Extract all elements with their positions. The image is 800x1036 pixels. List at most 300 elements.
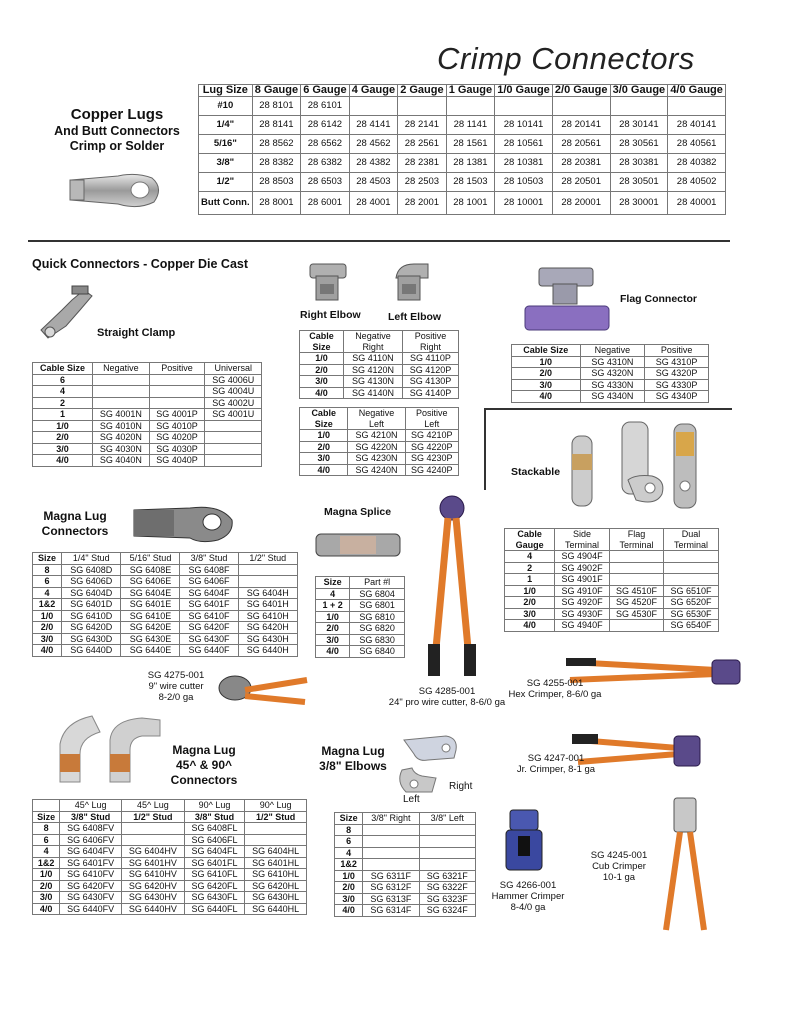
table-cell: SG 6408D [62,564,121,576]
table-cell [149,374,205,386]
hex-crimper-desc: Hex Crimper, 8-6/0 ga [508,689,602,700]
flag-connector-table [511,344,709,403]
table-cell: SG 4530F [609,608,663,620]
straight-clamp-label: Straight Clamp [97,327,176,339]
table-row [33,823,307,835]
table-cell: SG 4040P [149,455,205,467]
table-header-cell: Size [335,813,363,825]
magna-lug-heading-line: Magna Lug [43,509,107,523]
table-header-row [33,363,262,375]
table-header-cell: 4/0 Gauge [668,85,726,97]
hex-crimper-part: SG 4255-001 [526,678,584,689]
table-cell: SG 6820 [350,623,405,635]
cub-crimper-range: 10-1 ga [602,872,636,883]
table-header-cell: Size [316,577,350,589]
cub-crimper-photo [656,796,716,936]
table-cell: 4/0 [300,464,348,476]
table-cell: 3/8" [199,154,253,173]
table-header-row [335,813,476,825]
table-row [335,836,476,848]
table-cell: SG 4020P [149,432,205,444]
table-cell: 4 [335,847,363,859]
table-cell: SG 4520F [609,597,663,609]
stackable-terminals-photo [566,420,706,512]
table-cell: SG 6406FV [60,834,122,846]
table-cell: 6 [33,834,60,846]
table-header-cell: Side Terminal [555,529,610,551]
right-elbow-table [299,330,459,399]
table-cell: SG 4210N [348,430,405,442]
magna-4590-heading-line: 45^ & 90^ [175,758,233,772]
table-cell: 2 [33,397,93,409]
table-cell: 2/0 [300,364,344,376]
table-header-cell: Size [33,553,62,565]
table-cell: 1/4" [199,116,253,135]
table-header-cell: Cable Gauge [505,529,555,551]
table-header-cell: 1/2" Stud [121,811,184,823]
table-cell: SG 6440FV [60,903,122,915]
table-cell [609,574,663,586]
table-cell: SG 6404FL [184,846,244,858]
table-cell: SG 6401HV [121,857,184,869]
table-row [199,154,726,173]
table-cell [398,97,447,116]
hammer-crimper-desc: Hammer Crimper [491,891,565,902]
table-cell: 28 4562 [349,135,398,154]
table-cell [668,97,726,116]
table-cell: 4 [33,587,62,599]
table-cell: 1/0 [512,356,581,368]
table-cell: SG 6430D [62,633,121,645]
elbow-left-label: Left [403,794,420,805]
table-cell [664,551,719,563]
table-row [33,432,262,444]
table-header-row [512,345,709,357]
table-header-cell: 90^ Lug [184,800,244,812]
table-header-cell: Universal [205,363,262,375]
table-row [335,859,476,871]
table-cell [664,562,719,574]
table-row [300,453,459,465]
wire-cutter-desc: 9" wire cutter [148,681,204,692]
table-cell: SG 6401HL [245,857,307,869]
table-cell: 4 [33,386,93,398]
table-cell: 2/0 [505,597,555,609]
hammer-crimper-photo [502,806,548,876]
table-cell [121,834,184,846]
table-cell: SG 6440E [121,645,180,657]
table-cell: SG 6440H [238,645,297,657]
copper-lug-photo [66,168,166,213]
table-cell: 28 10561 [495,135,553,154]
table-cell: 1/2" [199,173,253,192]
table-row [505,620,719,632]
table-cell: 8 [33,564,62,576]
wire-cutter-range: 8-2/0 ga [158,692,194,703]
table-header-cell: 45^ Lug [60,800,122,812]
table-cell: SG 6401H [238,599,297,611]
table-cell [363,847,419,859]
magna-lug-heading-line: Connectors [41,524,109,538]
table-header-cell: 4 Gauge [349,85,398,97]
table-header-cell: 1/2" Stud [238,553,297,565]
wire-cutter-part: SG 4275-001 [147,670,205,681]
table-cell: SG 6430HV [121,892,184,904]
table-header-cell: 5/16" Stud [121,553,180,565]
table-cell: SG 4220P [405,441,458,453]
table-cell: SG 4340N [580,391,645,403]
pro-wire-cutter-photo [418,494,492,684]
table-cell: SG 6420D [62,622,121,634]
straight-clamp-photo [36,280,96,342]
table-header-cell: 1 Gauge [446,85,495,97]
table-header-cell: Positive Right [402,331,458,353]
table-row [512,379,709,391]
table-cell: SG 6410FV [60,869,122,881]
flag-connector-photo [521,264,613,334]
table-cell: SG 6408FV [60,823,122,835]
table-cell: SG 6313F [363,893,419,905]
table-header-cell: Positive [645,345,709,357]
copper-lug-table [198,84,726,215]
table-cell: SG 6420E [121,622,180,634]
hammer-crimper-range: 8-4/0 ga [510,902,546,913]
table-cell: 28 6101 [301,97,350,116]
table-cell: SG 6404HV [121,846,184,858]
table-row [300,353,459,365]
table-header-cell: Positive Left [405,408,458,430]
table-cell: SG 4240N [348,464,405,476]
table-header-row [316,577,405,589]
table-cell: 28 8503 [252,173,301,192]
table-header-cell: 3/8" Stud [180,553,238,565]
table-cell: 28 20381 [552,154,610,173]
table-cell: SG 6324F [419,905,475,917]
table-row [300,376,459,388]
table-cell: 28 4503 [349,173,398,192]
table-cell: 3/0 [300,453,348,465]
table-cell: SG 6410E [121,610,180,622]
table-cell [93,397,149,409]
table-cell: SG 4310N [580,356,645,368]
magna-lug-heading [35,509,115,539]
table-cell: SG 4330P [645,379,709,391]
table-cell [205,443,262,455]
hammer-crimper-part: SG 4266-001 [499,880,557,891]
table-cell: 28 2141 [398,116,447,135]
table-cell: SG 6401FV [60,857,122,869]
table-cell: SG 6312F [363,882,419,894]
table-cell: 28 40382 [668,154,726,173]
table-row [33,633,298,645]
table-cell: SG 4340P [645,391,709,403]
table-header-cell: Cable Size [300,408,348,430]
table-cell: SG 6404H [238,587,297,599]
table-cell: SG 4210P [405,430,458,442]
jr-crimper-caption [506,753,606,775]
table-cell: SG 6410D [62,610,121,622]
table-cell: SG 6520F [664,597,719,609]
magna-splice-photo [314,530,404,560]
table-cell: SG 4002U [205,397,262,409]
table-cell: 28 6503 [301,173,350,192]
table-cell [245,834,307,846]
table-row [316,600,405,612]
table-row [199,116,726,135]
table-cell: 8 [335,824,363,836]
table-row [33,846,307,858]
table-cell [363,824,419,836]
table-row [335,893,476,905]
table-header-cell: Dual Terminal [664,529,719,551]
table-cell: SG 4930F [555,608,610,620]
table-cell: SG 4910F [555,585,610,597]
table-cell: 3/0 [505,608,555,620]
copper-heading [42,106,192,154]
table-cell: 28 30001 [610,192,668,215]
table-cell: 28 8101 [252,97,301,116]
table-cell: SG 4220N [348,441,405,453]
table-header-cell: Negative Left [348,408,405,430]
table-row [316,611,405,623]
table-row [33,903,307,915]
table-cell [349,97,398,116]
table-cell: 3/0 [335,893,363,905]
table-cell: SG 6420HV [121,880,184,892]
table-cell [610,97,668,116]
left-elbow-table [299,407,459,476]
table-cell: 28 10001 [495,192,553,215]
table-cell: SG 6404F [180,587,238,599]
section-divider [28,240,730,242]
table-header-cell: 3/8" Stud [184,811,244,823]
table-cell: 28 2001 [398,192,447,215]
table-header-cell: Cable Size [300,331,344,353]
table-cell: 2/0 [33,880,60,892]
table-cell: 1&2 [33,857,60,869]
table-cell [121,823,184,835]
table-cell: SG 6408FL [184,823,244,835]
table-row [33,443,262,455]
table-cell: SG 6406FL [184,834,244,846]
table-cell: 1 + 2 [316,600,350,612]
table-header-cell: 1/0 Gauge [495,85,553,97]
magna-4590-heading [164,743,244,788]
table-cell: SG 6430H [238,633,297,645]
table-cell: 4/0 [505,620,555,632]
table-cell [238,564,297,576]
table-cell: 6 [335,836,363,848]
table-cell: SG 6420HL [245,880,307,892]
table-header-cell: Negative [93,363,149,375]
table-row [33,880,307,892]
table-row [300,441,459,453]
table-cell: 28 6142 [301,116,350,135]
stackable-table [504,528,719,632]
magna-splice-table [315,576,405,658]
table-row [33,645,298,657]
table-cell [609,551,663,563]
right-elbow-label: Right Elbow [300,309,361,321]
table-cell: 4/0 [300,387,344,399]
table-cell: SG 6410H [238,610,297,622]
table-header-cell: 6 Gauge [301,85,350,97]
table-row [33,576,298,588]
table-cell: SG 6830 [350,634,405,646]
table-cell: 3/0 [33,892,60,904]
table-cell: 28 20561 [552,135,610,154]
table-row [512,356,709,368]
table-row [512,368,709,380]
table-cell: SG 4001U [205,409,262,421]
table-cell: SG 4940F [555,620,610,632]
table-cell [419,859,475,871]
table-cell: SG 6530F [664,608,719,620]
table-header-cell: Flag Terminal [609,529,663,551]
table-cell: SG 4030N [93,443,149,455]
table-cell: SG 4902F [555,562,610,574]
table-cell: 28 10141 [495,116,553,135]
table-cell: 28 6382 [301,154,350,173]
table-cell: 28 6001 [301,192,350,215]
stackable-divider [484,408,486,490]
magna-4590-heading-line: Connectors [170,773,238,787]
table-cell: SG 4001P [149,409,205,421]
table-cell: 28 10381 [495,154,553,173]
table-header-cell: 45^ Lug [121,800,184,812]
table-cell [552,97,610,116]
table-cell: 28 2561 [398,135,447,154]
jr-crimper-part: SG 4247-001 [527,753,585,764]
table-row [33,409,262,421]
table-cell: 1/0 [33,420,93,432]
table-cell: 28 6562 [301,135,350,154]
table-cell: SG 4230P [405,453,458,465]
table-cell: 28 40141 [668,116,726,135]
table-cell: 28 4141 [349,116,398,135]
table-cell: SG 4040N [93,455,149,467]
table-cell: 3/0 [300,376,344,388]
table-cell: SG 6406E [121,576,180,588]
table-cell: 28 1561 [446,135,495,154]
table-row [33,892,307,904]
table-cell [419,836,475,848]
table-cell: 1/0 [300,430,348,442]
flag-connector-label: Flag Connector [620,293,698,305]
table-header-cell: 3/8" Stud [60,811,122,823]
table-header-cell: Part #l [350,577,405,589]
table-cell: SG 4030P [149,443,205,455]
table-cell: SG 6430FV [60,892,122,904]
table-row [33,564,298,576]
table-cell: 3/0 [512,379,581,391]
table-cell [419,824,475,836]
table-cell: 28 20501 [552,173,610,192]
table-cell: Butt Conn. [199,192,253,215]
cub-crimper-caption [586,850,652,883]
table-row [33,869,307,881]
table-row [300,464,459,476]
table-cell: 6 [33,374,93,386]
table-cell: 28 30501 [610,173,668,192]
table-cell: SG 6810 [350,611,405,623]
table-cell: SG 4240P [405,464,458,476]
table-cell: SG 6406F [180,576,238,588]
table-cell: SG 4010N [93,420,149,432]
table-cell: SG 4130P [402,376,458,388]
table-cell: SG 6410HL [245,869,307,881]
magna-lug-table [32,552,298,657]
table-cell: 4/0 [335,905,363,917]
right-elbow-photo [304,258,354,304]
magna-elbows-heading-line: 3/8" Elbows [319,759,387,773]
table-cell: SG 6323F [419,893,475,905]
table-cell: 4/0 [33,903,60,915]
table-cell: 28 40561 [668,135,726,154]
table-row [33,420,262,432]
table-cell: SG 4110P [402,353,458,365]
table-cell: 1 [505,574,555,586]
table-cell: SG 6322F [419,882,475,894]
table-cell: 1&2 [335,859,363,871]
magna-elbows-heading [313,744,393,774]
table-cell: SG 6401FL [184,857,244,869]
table-cell: SG 4310P [645,356,709,368]
table-cell: 1/0 [300,353,344,365]
table-cell: 28 8141 [252,116,301,135]
table-cell: SG 6440HV [121,903,184,915]
table-cell [664,574,719,586]
table-cell [149,386,205,398]
copper-heading-line: Copper Lugs [70,106,164,123]
table-cell: 28 20001 [552,192,610,215]
table-header-cell: 1/2" Stud [245,811,307,823]
table-header-row [33,811,307,823]
table-cell: 1/0 [33,610,62,622]
table-cell: SG 4230N [348,453,405,465]
table-row [505,608,719,620]
table-cell: SG 6801 [350,600,405,612]
table-cell: 28 10503 [495,173,553,192]
magna-4590-table [32,799,307,915]
table-header-row [33,553,298,565]
magna-elbows-heading-line: Magna Lug [321,744,385,758]
table-row [33,374,262,386]
table-header-cell: 3/8" Left [419,813,475,825]
table-cell [238,576,297,588]
pro-wire-cutter-part: SG 4285-001 [418,686,476,697]
table-cell: SG 4120N [343,364,402,376]
table-cell: SG 6410F [180,610,238,622]
table-row [335,824,476,836]
hex-crimper-caption [500,678,610,700]
table-cell: 4/0 [33,455,93,467]
magna-elbows-table [334,812,476,917]
left-elbow-label: Left Elbow [388,311,442,323]
table-cell: SG 6420F [180,622,238,634]
table-cell: SG 4001N [93,409,149,421]
table-cell: 28 30561 [610,135,668,154]
table-cell [609,562,663,574]
table-cell: SG 4130N [343,376,402,388]
table-cell: SG 6840 [350,646,405,658]
quick-connectors-heading: Quick Connectors - Copper Die Cast [32,257,249,271]
table-cell: SG 6401D [62,599,121,611]
table-cell: SG 6510F [664,585,719,597]
table-row [316,646,405,658]
table-header-row [300,331,459,353]
table-cell: 2 [505,562,555,574]
